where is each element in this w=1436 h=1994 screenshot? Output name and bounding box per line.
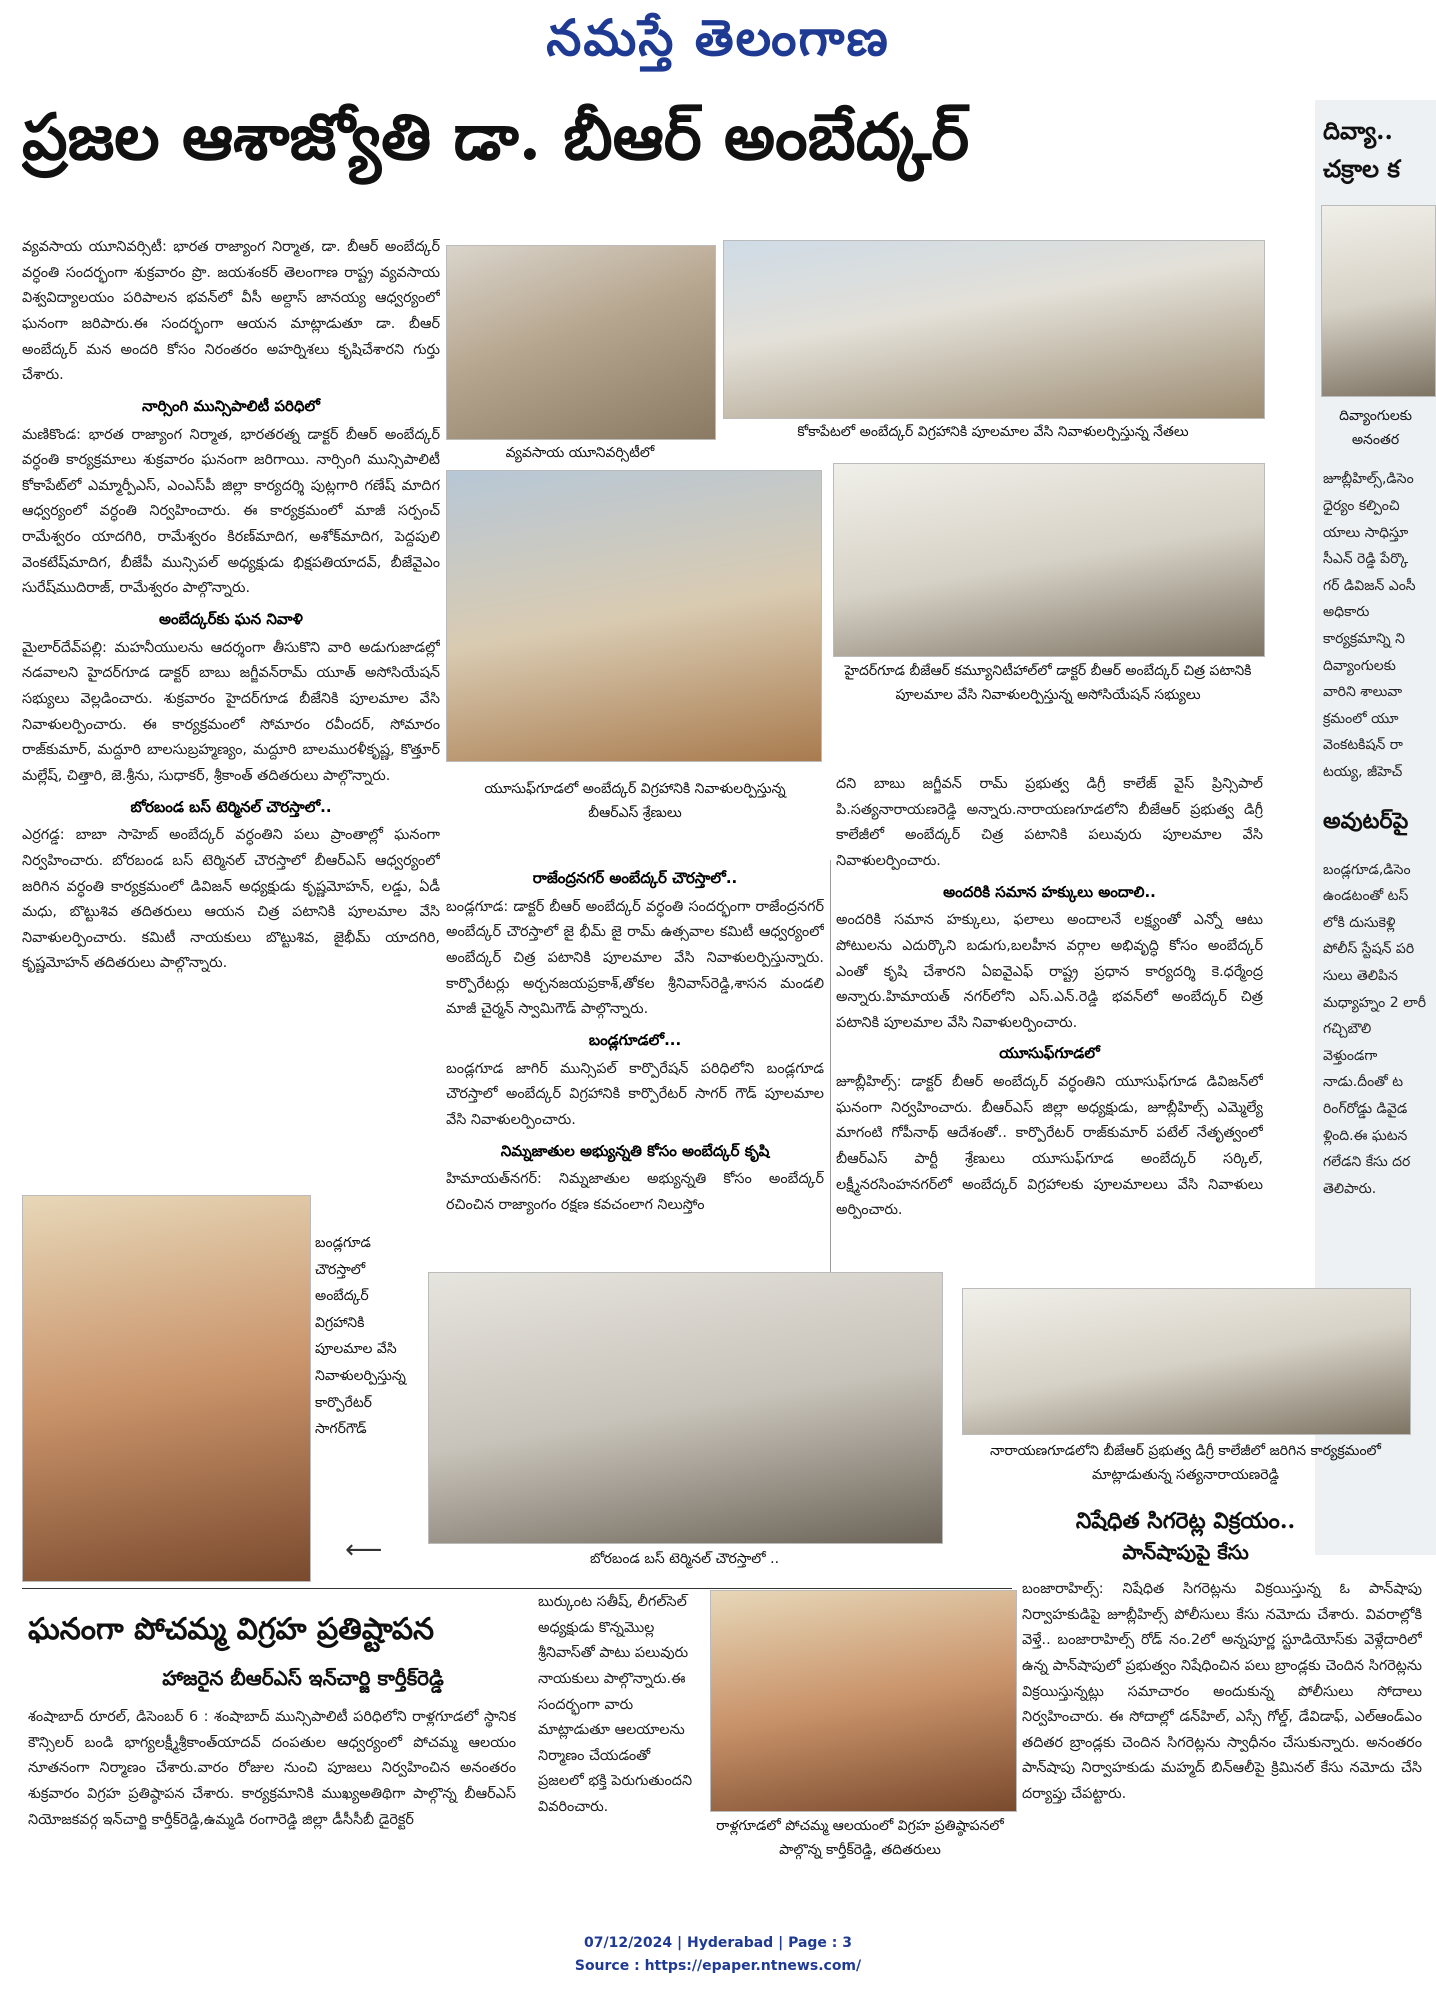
caption-arrow-icon: ⟵ <box>345 1535 383 1565</box>
col1-para-1: వ్యవసాయ యూనివర్సిటీ: భారత రాజ్యాంగ నిర్మాత, డా. బీఆర్ అంబేద్కర్ వర్ధంతి సందర్భంగా శుక్రవారం ప్రొ. జయశంకర్ తెలంగాణ రాష్ట్ర వ్యవసాయ విశ్వవిద్యాలయం పరిపాలన భవన్‌లో వీసీ అల్దాస్ జానయ్య ఆధ్వర్యంలో ఘనంగా జరిపారు.ఈ సందర్భంగా ఆయన మాట్లాడుతూ డా. బీఆర్ అంబేద్కర్ మన అందరి కోసం నిరంతరం అహర్నిశలు కృషిచేశారని గుర్తు చేశారు. <box>22 239 440 384</box>
col1-subhead-borabanda: బోరబండ బస్ టెర్మినల్ చౌరస్తాలో.. <box>130 797 332 816</box>
right-column-caption: దివ్యాంగులకు అనంతర <box>1339 407 1412 448</box>
right-column-head: దివ్యా.. చక్రాల క <box>1323 116 1400 184</box>
pochamma-headline: ఘనంగా పోచమ్మ విగ్రహ ప్రతిష్టాపన <box>28 1612 435 1647</box>
col3-para-1: అందరికి సమాన హక్కులు, ఫలాలు అందాలనే లక్ష్యంతో ఎన్నో ఆటు పోటులను ఎదుర్కొని బడుగు,బలహీన వర్గాల అభివృద్ధి కోసం అంబేద్కర్ ఎంతో కృషి చేశారని ఏఐవైఎఫ్ రాష్ట్ర ప్రధాన కార్యదర్శి కె.ధర్మేంద్ర అన్నారు.హిమాయత్ నగర్‌లోని ఎస్.ఎన్.రెడ్డి భవన్‌లో అంబేద్కర్ చిత్ర పటానికి పూలమాల వేసి నివాళులర్పించారు. <box>836 912 1263 1031</box>
col3-para-0: దని బాబు జగ్జీవన్ రామ్ ప్రభుత్వ డిగ్రీ కాలేజ్ వైస్ ప్రిన్సిపాల్ పి.సత్యనారాయణరెడ్డి అన్నారు.నారాయణగూడలోని బీజేఆర్ ప్రభుత్వ డిగ్రీ కాలేజీలో అంబేద్కర్ చిత్ర పటానికి పలువురు పూలమాల వేసి నివాళులర్పించారు. <box>836 776 1263 869</box>
caption-borabanda: బోరబండ బస్ టెర్మినల్ చౌరస్తాలో .. <box>589 1551 780 1567</box>
col1-para-4: ఎర్రగడ్డ: బాబా సాహెబ్ అంబేద్కర్ వర్ధంతిని పలు ప్రాంతాల్లో ఘనంగా నిర్వహించారు. బోరబండ బస్ టెర్మినల్ చౌరస్తాలో బీఆర్‌ఎస్ ఆధ్వర్యంలో జరిగిన వర్ధంతి కార్యక్రమంలో డివిజన్ అధ్యక్షుడు కృష్ణమోహన్, లడ్డు, ఏడీ మధు, బొట్టుశివ తదితరులు ఆయన చిత్ర పటానికి పూలమాల వేసి నివాళులర్పించారు. కమిటీ నాయకులు బొట్టుశివ, జైభీమ్ యాదగిరి, కృష్ణమోహన్ తదితరులు పాల్గొన్నారు. <box>22 827 440 972</box>
article-column-2 <box>446 862 824 1274</box>
article-column-3 <box>836 772 1263 1277</box>
right-column-head-2: అవుటర్‌పై <box>1323 807 1409 834</box>
cigarette-body: బంజారాహిల్స్: నిషేధిత సిగరెట్లను విక్రయిస్తున్న ఓ పాన్‌షాపు నిర్వాహకుడిపై జూబ్లీహిల్స్ పోలీసులు కేసు నమోదు చేశారు. వివరాల్లోకి వెళ్తే.. బంజారాహిల్స్ రోడ్ నం.2లో అన్నపూర్ణ స్టూడియోస్‌కు వెళ్లేదారిలో ఉన్న పాన్‌షాపులో ప్రభుత్వం నిషేధించిన పలు బ్రాండ్లకు చెందిన సిగరెట్లను విక్రయిస్తున్నట్లు సమాచారం అందుకున్న పోలీసులు సోదాలు నిర్వహించారు. ఈ సోదాల్లో డన్‌హిల్, ఎస్సే గోల్డ్, డేవిడాఫ్, ఎల్ఆండ్ఎం తదితర బ్రాండ్లకు చెందిన సిగరెట్లను స్వాధీనం చేసుకున్నారు. అనంతరం పాన్‌షాపు నిర్వాహకుడు మహ్మద్ బిన్ఆలీపై క్రిమినల్ కేసు నమోదు చేసి దర్యాప్తు చేపట్టారు. <box>1022 1581 1422 1803</box>
photo-borabanda <box>428 1272 943 1544</box>
col2-para-2: బండ్లగూడ జాగిర్ మున్సిపల్ కార్పొరేషన్ పరిధిలోని బండ్లగూడ చౌరస్తాలో అంబేద్కర్ విగ్రహానికి కార్పొరేటర్ సాగర్ గౌడ్ పూలమాల వేసి నివాళులర్పించారు. <box>446 1060 824 1128</box>
column-divider <box>830 860 831 1280</box>
pochamma-body-2: బుర్కుంట సతీష్, లీగల్‌సెల్ అధ్యక్షుడు కొన్నమొల్ల శ్రీనివాస్‌తో పాటు పలువురు నాయకులు పాల్గొన్నారు.ఈ సందర్భంగా వారు మాట్లాడుతూ ఆలయాలను నిర్మాణం చేయడంతో ప్రజలలో భక్తి పెరుగుతుందని వివరించారు. <box>538 1594 693 1816</box>
photo-pochamma-temple <box>710 1590 1017 1812</box>
photo-kokapet <box>723 240 1265 419</box>
photo-bandlaguda-statue <box>22 1195 311 1582</box>
col2-subhead-rajendranagar: రాజేంద్రనగర్ అంబేద్కర్ చౌరస్తాలో.. <box>532 869 738 887</box>
article-column-1 <box>22 235 440 1200</box>
caption-yousufguda: యూసుఫ్‌గూడలో అంబేద్కర్ విగ్రహానికి నివాళులర్పిస్తున్న బీఆర్‌ఎస్ శ్రేణులు <box>484 781 786 821</box>
caption-kokapet: కోకాపేటలో అంబేద్కర్ విగ్రహానికి పూలమాల వేసి నివాళులర్పిస్తున్న నేతలు <box>797 424 1189 440</box>
col1-subhead-tribute: అంబేద్కర్‌కు ఘన నివాళి <box>159 610 303 629</box>
col2-subhead-bandlaguda: బండ్లగూడలో... <box>588 1030 682 1049</box>
pochamma-body: శంషాబాద్ రూరల్, డిసెంబర్ 6 : శంషాబాద్ మున్సిపాలిటీ పరిధిలోని రాళ్లగూడలో స్థానిక కౌన్సిలర్ బండి భాగ్యలక్ష్మీశ్రీకాంత్‌యాదవ్ దంపతుల ఆధ్వర్యంలో పోచమ్మ ఆలయం నూతనంగా నిర్మాణం చేశారు.వారం రోజుల నుంచి పూజలు నిర్వహించిన అనంతరం శుక్రవారం విగ్రహ ప్రతిష్ఠాపన చేశారు. కార్యక్రమానికి ముఖ్యఅతిథిగా పాల్గొన్న బీఆర్‌ఎస్ నియోజకవర్గ ఇన్‌చార్జి కార్తీక్‌రెడ్డి,ఉమ్మడి రంగారెడ్డి జిల్లా డీసీసీబీ డైరెక్టర్ <box>28 1709 516 1828</box>
pochamma-subheadline: హాజరైన బీఆర్‌ఎస్ ఇన్‌చార్జి కార్తీక్‌రెడ్డి <box>162 1666 444 1690</box>
main-headline: ప్రజల ఆశాజ్యోతి డా. బీఆర్ అంబేద్కర్ <box>22 100 970 175</box>
cigarette-headline-1: నిషేధిత సిగరెట్ల విక్రయం.. <box>1075 1508 1296 1534</box>
footer-source-link[interactable]: Source : https://epaper.ntnews.com/ <box>574 1958 862 1974</box>
photo-yousufguda <box>446 470 822 762</box>
photo-hyderguda <box>833 463 1265 657</box>
right-column-text: జూబ్లీహిల్స్,డిసెం ధైర్యం కల్పించి యాలు సాధిస్తూ సీఎన్ రెడ్డి పేర్కొ గర్ డివిజన్ ఎంసీ అధికారు కార్యక్రమాన్ని ని దివ్యాంగులకు వారిని శాలువా క్రమంలో యూ వెంకటకిషన్ రా టయ్య, జీహెచ్ <box>1323 471 1416 780</box>
col2-subhead-upliftment: నిమ్నజాతుల అభ్యున్నతి కోసం అంబేద్కర్ కృషి <box>500 1141 770 1160</box>
col1-para-2: మణికొండ: భారత రాజ్యాంగ నిర్మాత, భారతరత్న డాక్టర్ బీఆర్ అంబేద్కర్ వర్ధంతి కార్యక్రమాలు శుక్రవారం ఘనంగా జరిగాయి. నార్సింగి మున్సిపాలిటీ కోకాపేట్‌లో ఎమ్మార్పీఎస్, ఎంఎస్‌పీ జిల్లా కార్యదర్శి పుట్లగారి గణేష్ మాదిగ ఆధ్వర్యంలో వర్ధంతి నిర్వహించారు. ఈ కార్యక్రమంలో మాజీ సర్పంచ్ రామేశ్వరం యాదగిరి, రామేశ్వరం కిరణ్‌మాదిగ, అశోక్‌మాదిగ, పెద్దపులి వెంకటేష్‌మాదిగ, బీజేపీ మున్సిపల్ అధ్యక్షుడు భిక్షపతియాదవ్, బీజేవైఎం సురేష్‌ముదిరాజ్, రామేశ్వరం పాల్గొన్నారు. <box>22 426 440 597</box>
cigarette-headline-2: పాన్‌షాపుపై కేసు <box>1122 1540 1249 1564</box>
masthead: నమస్తే తెలంగాణ <box>546 8 890 67</box>
caption-narayanaguda: నారాయణగూడలోని బీజేఆర్ ప్రభుత్వ డిగ్రీ కాలేజీలో జరిగిన కార్యక్రమంలో మాట్లాడుతున్న సత్యనారాయణరెడ్డి <box>990 1443 1381 1483</box>
footer-date-page: 07/12/2024 | Hyderabad | Page : 3 <box>583 1935 853 1951</box>
col2-para-1: బండ్లగూడ: డాక్టర్ బీఆర్ అంబేద్కర్ వర్ధంతి సందర్భంగా రాజేంద్రనగర్ అంబేద్కర్ చౌరస్తాలో జై భీమ్ జై రామ్ ఉత్సవాల కమిటీ ఆధ్వర్యంలో అంబేద్కర్ చిత్ర పటానికి పూలమాల వేసి నివాళులర్పిస్తున్నారు. కార్పొరేటర్లు అర్చనజయప్రకాశ్,తోకల శ్రీనివాస్‌రెడ్డి,శాసన మండలి మాజీ చైర్మన్ స్వామిగౌడ్ పాల్గొన్నారు. <box>446 898 824 1018</box>
col2-para-3: హిమాయత్‌నగర్: నిమ్నజాతుల అభ్యున్నతి కోసం అంబేద్కర్ రచించిన రాజ్యాంగం రక్షణ కవచంలాగ నిలుస్తోం <box>446 1171 824 1213</box>
right-column-text-2: బండ్లగూడ,డిసెం ఉండటంతో టస్ లోకి దుసుకెళ్లి పోలీస్ స్టేషన్ పరి సులు తెలిపిన మధ్యాహ్నం 2 లారీ గచ్చిబౌలి వెళ్తుండగా నాడు.దీంతో ట రింగ్‌రోడ్డు డివైడ ళ్లింది.ఈ ఘటన గలేడని కేసు దర తెలిపారు. <box>1323 861 1427 1197</box>
caption-agri-university: వ్యవసాయ యూనివర్సిటీలో <box>505 445 655 461</box>
col3-para-2: జూబ్లీహిల్స్: డాక్టర్ బీఆర్ అంబేద్కర్ వర్ధంతిని యూసుఫ్‌గూడ డివిజన్‌లో ఘనంగా నిర్వహించారు. బీఆర్‌ఎస్ జిల్లా అధ్యక్షుడు, జూబ్లీహిల్స్ ఎమ్మెల్యే మాగంటి గోపీనాథ్ ఆదేశంతో.. కార్పొరేటర్ రాజ్‌కుమార్ పటేల్ నేతృత్వంలో బీఆర్‌ఎస్ పార్టీ శ్రేణులు యూసుఫ్‌గూడ అంబేద్కర్ సర్కిల్, లక్ష్మీనరసింహనగర్‌లో అంబేద్కర్ విగ్రహాలకు పూలమాలలు వేసి నివాళులు అర్పించారు. <box>836 1074 1263 1219</box>
photo-agri-university <box>446 245 716 440</box>
col3-subhead-yousufguda: యూసుఫ్‌గూడలో <box>999 1044 1100 1063</box>
bottom-section-rule <box>22 1588 1012 1589</box>
col1-subhead-narsingi: నార్సింగి మున్సిపాలిటీ పరిధిలో <box>142 396 320 415</box>
caption-hyderguda: హైదర్‌గూడ బీజేఆర్ కమ్యూనిటీహాల్‌లో డాక్టర్ బీఆర్ అంబేద్కర్ చిత్ర పటానికి పూలమాల వేసి నివాళులర్పిస్తున్న అసోసియేషన్ సభ్యులు <box>844 663 1252 703</box>
caption-pochamma: రాళ్లగూడలో పోచమ్మ ఆలయంలో విగ్రహ ప్రతిష్ఠాపనలో పాల్గొన్న కార్తీక్‌రెడ్డి, తదితరులు <box>716 1818 1004 1858</box>
col3-subhead-equal-rights: అందరికి సమాన హక్కులు అందాలి.. <box>943 882 1156 901</box>
col1-para-3: మైలార్‌దేవ్‌పల్లి: మహనీయులను ఆదర్శంగా తీసుకొని వారి అడుగుజాడల్లో నడవాలని హైదర్‌గూడ డాక్టర్ బాబు జగ్జీవన్‌రామ్ యూత్ అసోసియేషన్ సభ్యులు వెల్లడించారు. శుక్రవారం హైదర్‌గూడ బీజేనికి పూలమాల వేసి నివాళులర్పించారు. ఈ కార్యక్రమంలో సోమారం రవీందర్, సోమారం రాజ్‌కుమార్, మద్దూరి బాలసుబ్రహ్మణ్యం, మద్దూరి బాలమురళీకృష్ణ, కొత్తూర్ మల్లేష్, చిత్తారి, జె.శ్రీను, సుధాకర్, శ్రీకాంత్ తదితరులు పాల్గొన్నారు. <box>22 639 440 784</box>
caption-bandlaguda: బండ్లగూడ చౌరస్తాలో అంబేద్కర్ విగ్రహానికి పూలమాల వేసి నివాళులర్పిస్తున్న కార్పొరేటర్ సాగర్‌గౌడ్ <box>315 1235 406 1438</box>
photo-narayanaguda <box>962 1288 1411 1435</box>
right-column-photo <box>1321 205 1436 397</box>
